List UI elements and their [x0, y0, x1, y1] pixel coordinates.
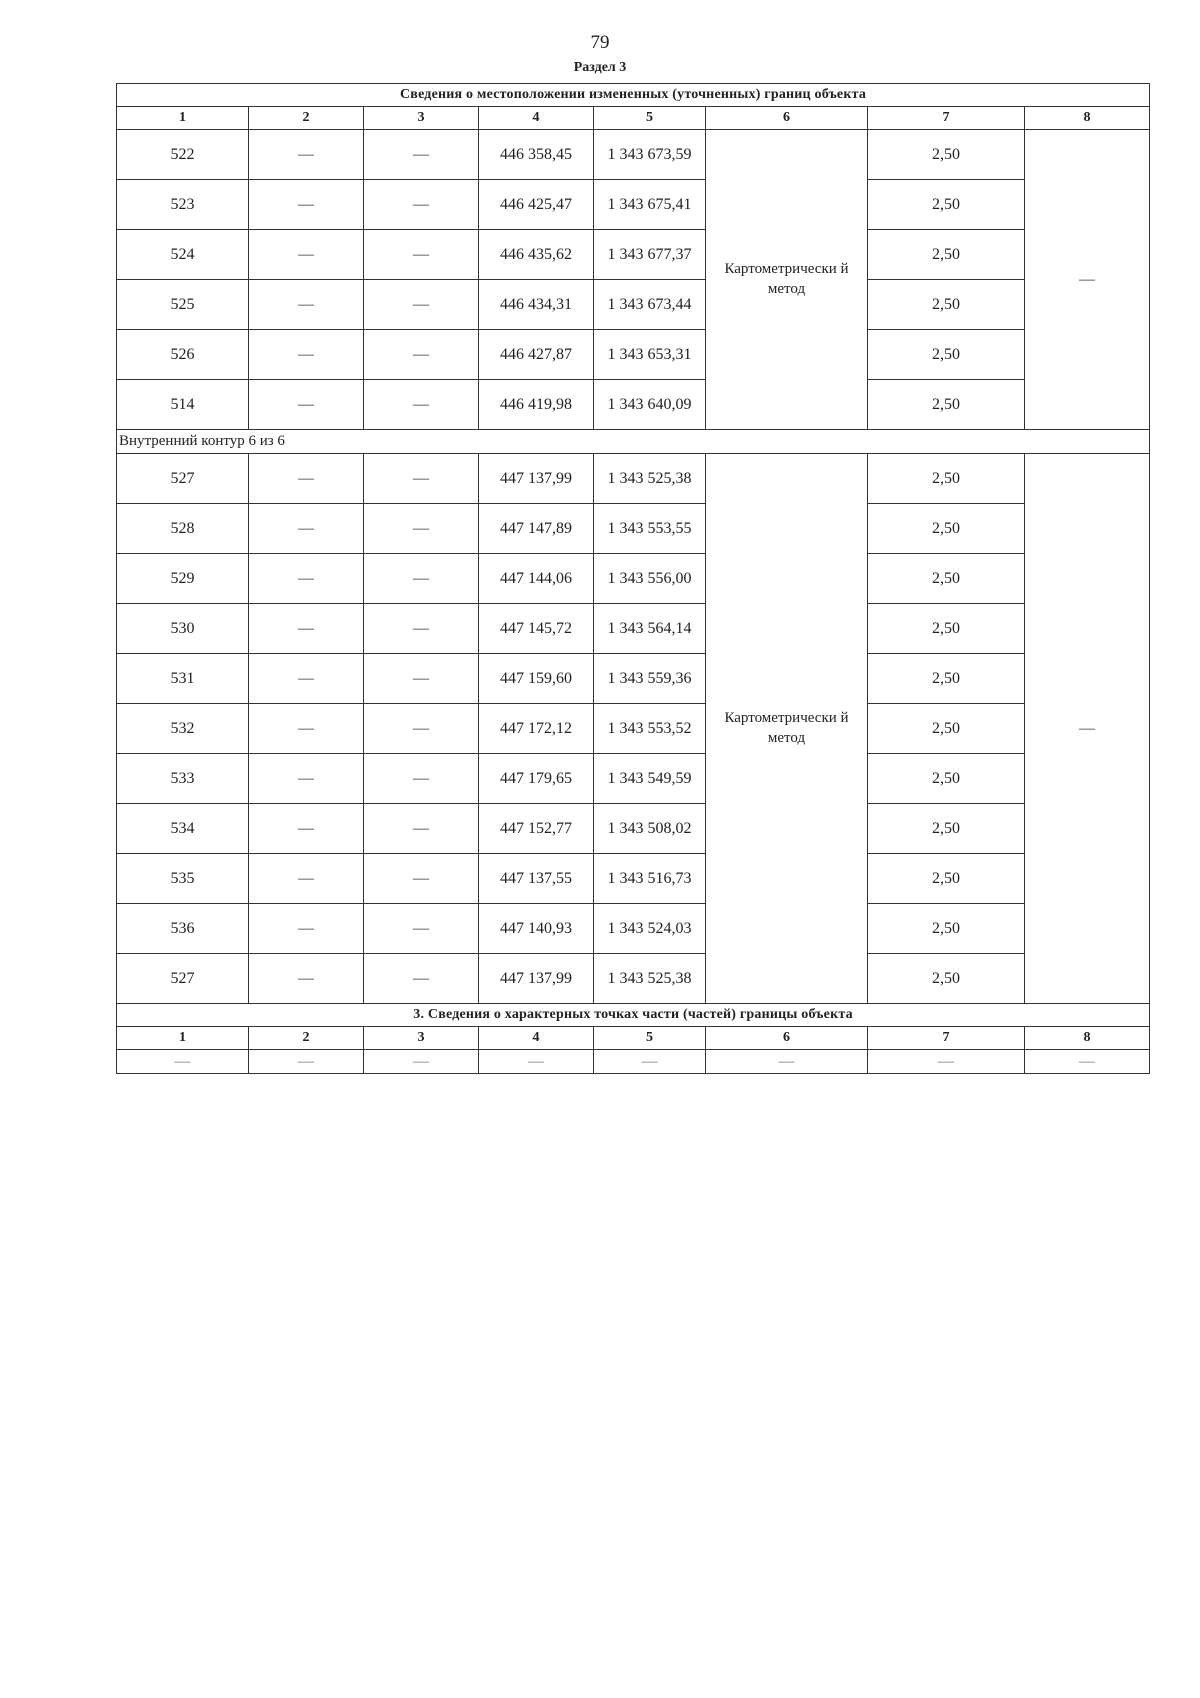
column-2-value: —	[249, 754, 364, 804]
column-number: 1	[117, 1027, 249, 1050]
point-number: 522	[117, 130, 249, 180]
accuracy-value: 2,50	[868, 654, 1025, 704]
point-number: 526	[117, 330, 249, 380]
accuracy-value: 2,50	[868, 454, 1025, 504]
column-number: 8	[1025, 1027, 1150, 1050]
point-number: 523	[117, 180, 249, 230]
column-number: 2	[249, 1027, 364, 1050]
y-coordinate: 1 343 559,36	[594, 654, 706, 704]
inner-contour-row	[117, 654, 1150, 704]
column-number: 2	[249, 107, 364, 130]
column-2-value: —	[249, 180, 364, 230]
y-coordinate: 1 343 516,73	[594, 854, 706, 904]
method-cell: Картометрически й метод	[706, 130, 868, 430]
x-coordinate: 446 419,98	[479, 380, 594, 430]
accuracy-value: 2,50	[868, 230, 1025, 280]
y-coordinate: 1 343 553,55	[594, 504, 706, 554]
column-3-value: —	[364, 704, 479, 754]
point-number: 536	[117, 904, 249, 954]
inner-contour-row	[117, 904, 1150, 954]
column-number: 6	[706, 107, 868, 130]
section-label: Раздел 3	[573, 60, 627, 75]
column-2-value: —	[249, 454, 364, 504]
column-2-value: —	[249, 854, 364, 904]
accuracy-value: 2,50	[868, 804, 1025, 854]
column-2-value: —	[249, 604, 364, 654]
column-2-value: —	[249, 654, 364, 704]
x-coordinate: 447 137,99	[479, 954, 594, 1004]
column-3-value: —	[364, 280, 479, 330]
column-2-value: —	[249, 554, 364, 604]
outer-contour-row	[117, 330, 1150, 380]
empty-dash: —	[117, 1050, 249, 1074]
inner-contour-row	[117, 504, 1150, 554]
method-cell: Картометрически й метод	[706, 454, 868, 1004]
inner-contour-row	[117, 554, 1150, 604]
section3-column-number-row	[117, 1027, 1150, 1050]
y-coordinate: 1 343 556,00	[594, 554, 706, 604]
y-coordinate: 1 343 653,31	[594, 330, 706, 380]
outer-contour-row	[117, 230, 1150, 280]
page-number: 79	[590, 32, 610, 53]
x-coordinate: 446 358,45	[479, 130, 594, 180]
table-title-row	[117, 84, 1150, 107]
column-2-value: —	[249, 380, 364, 430]
x-coordinate: 447 145,72	[479, 604, 594, 654]
x-coordinate: 446 434,31	[479, 280, 594, 330]
point-number: 533	[117, 754, 249, 804]
accuracy-value: 2,50	[868, 754, 1025, 804]
coordinates-table	[116, 83, 1150, 1074]
column-3-value: —	[364, 554, 479, 604]
y-coordinate: 1 343 525,38	[594, 454, 706, 504]
column-3-value: —	[364, 854, 479, 904]
column-3-value: —	[364, 330, 479, 380]
column-3-value: —	[364, 954, 479, 1004]
column-3-value: —	[364, 180, 479, 230]
column-3-value: —	[364, 504, 479, 554]
column-8-value: —	[1025, 454, 1150, 1004]
column-2-value: —	[249, 330, 364, 380]
accuracy-value: 2,50	[868, 180, 1025, 230]
point-number: 514	[117, 380, 249, 430]
inner-contour-row	[117, 704, 1150, 754]
point-number: 525	[117, 280, 249, 330]
outer-contour-row	[117, 280, 1150, 330]
empty-dash: —	[594, 1050, 706, 1074]
point-number: 535	[117, 854, 249, 904]
column-number: 5	[594, 107, 706, 130]
column-number: 4	[479, 107, 594, 130]
x-coordinate: 447 140,93	[479, 904, 594, 954]
x-coordinate: 447 144,06	[479, 554, 594, 604]
column-number: 7	[868, 1027, 1025, 1050]
accuracy-value: 2,50	[868, 854, 1025, 904]
accuracy-value: 2,50	[868, 504, 1025, 554]
x-coordinate: 447 159,60	[479, 654, 594, 704]
x-coordinate: 447 172,12	[479, 704, 594, 754]
column-3-value: —	[364, 454, 479, 504]
point-number: 532	[117, 704, 249, 754]
column-2-value: —	[249, 280, 364, 330]
column-3-value: —	[364, 604, 479, 654]
column-3-value: —	[364, 654, 479, 704]
empty-dash: —	[1025, 1050, 1150, 1074]
column-3-value: —	[364, 804, 479, 854]
inner-contour-row	[117, 804, 1150, 854]
point-number: 531	[117, 654, 249, 704]
column-number: 8	[1025, 107, 1150, 130]
accuracy-value: 2,50	[868, 130, 1025, 180]
accuracy-value: 2,50	[868, 954, 1025, 1004]
y-coordinate: 1 343 564,14	[594, 604, 706, 654]
section3-title: 3. Сведения о характерных точках части (частей) границы объекта	[117, 1004, 1150, 1027]
contour-label: Внутренний контур 6 из 6	[117, 430, 1150, 454]
point-number: 524	[117, 230, 249, 280]
y-coordinate: 1 343 508,02	[594, 804, 706, 854]
point-number: 529	[117, 554, 249, 604]
point-number: 528	[117, 504, 249, 554]
column-2-value: —	[249, 704, 364, 754]
inner-contour-row	[117, 754, 1150, 804]
accuracy-value: 2,50	[868, 904, 1025, 954]
empty-dash: —	[479, 1050, 594, 1074]
empty-dash: —	[868, 1050, 1025, 1074]
outer-contour-row	[117, 130, 1150, 180]
column-3-value: —	[364, 380, 479, 430]
y-coordinate: 1 343 525,38	[594, 954, 706, 1004]
y-coordinate: 1 343 677,37	[594, 230, 706, 280]
x-coordinate: 447 137,99	[479, 454, 594, 504]
column-3-value: —	[364, 130, 479, 180]
point-number: 527	[117, 954, 249, 1004]
contour-label-row	[117, 430, 1150, 454]
empty-dash: —	[706, 1050, 868, 1074]
accuracy-value: 2,50	[868, 704, 1025, 754]
x-coordinate: 446 427,87	[479, 330, 594, 380]
column-number: 3	[364, 107, 479, 130]
section3-empty-row	[117, 1050, 1150, 1074]
x-coordinate: 446 425,47	[479, 180, 594, 230]
accuracy-value: 2,50	[868, 604, 1025, 654]
accuracy-value: 2,50	[868, 280, 1025, 330]
point-number: 534	[117, 804, 249, 854]
accuracy-value: 2,50	[868, 330, 1025, 380]
column-2-value: —	[249, 804, 364, 854]
column-number: 3	[364, 1027, 479, 1050]
inner-contour-row	[117, 604, 1150, 654]
inner-contour-row	[117, 454, 1150, 504]
column-number: 4	[479, 1027, 594, 1050]
section3-title-row	[117, 1004, 1150, 1027]
point-number: 527	[117, 454, 249, 504]
column-2-value: —	[249, 954, 364, 1004]
y-coordinate: 1 343 524,03	[594, 904, 706, 954]
column-2-value: —	[249, 904, 364, 954]
column-2-value: —	[249, 504, 364, 554]
y-coordinate: 1 343 549,59	[594, 754, 706, 804]
table-title: Сведения о местоположении измененных (уточненных) границ объекта	[117, 84, 1150, 107]
x-coordinate: 447 137,55	[479, 854, 594, 904]
accuracy-value: 2,50	[868, 380, 1025, 430]
column-number: 1	[117, 107, 249, 130]
y-coordinate: 1 343 553,52	[594, 704, 706, 754]
column-number: 5	[594, 1027, 706, 1050]
inner-contour-row	[117, 954, 1150, 1004]
x-coordinate: 447 152,77	[479, 804, 594, 854]
x-coordinate: 447 179,65	[479, 754, 594, 804]
accuracy-value: 2,50	[868, 554, 1025, 604]
column-2-value: —	[249, 130, 364, 180]
outer-contour-row	[117, 180, 1150, 230]
y-coordinate: 1 343 673,44	[594, 280, 706, 330]
column-8-value: —	[1025, 130, 1150, 430]
empty-dash: —	[249, 1050, 364, 1074]
point-number: 530	[117, 604, 249, 654]
outer-contour-row	[117, 380, 1150, 430]
column-2-value: —	[249, 230, 364, 280]
y-coordinate: 1 343 673,59	[594, 130, 706, 180]
column-number-row	[117, 107, 1150, 130]
empty-dash: —	[364, 1050, 479, 1074]
column-3-value: —	[364, 754, 479, 804]
y-coordinate: 1 343 640,09	[594, 380, 706, 430]
column-number: 6	[706, 1027, 868, 1050]
inner-contour-row	[117, 854, 1150, 904]
x-coordinate: 446 435,62	[479, 230, 594, 280]
y-coordinate: 1 343 675,41	[594, 180, 706, 230]
column-number: 7	[868, 107, 1025, 130]
x-coordinate: 447 147,89	[479, 504, 594, 554]
column-3-value: —	[364, 230, 479, 280]
column-3-value: —	[364, 904, 479, 954]
